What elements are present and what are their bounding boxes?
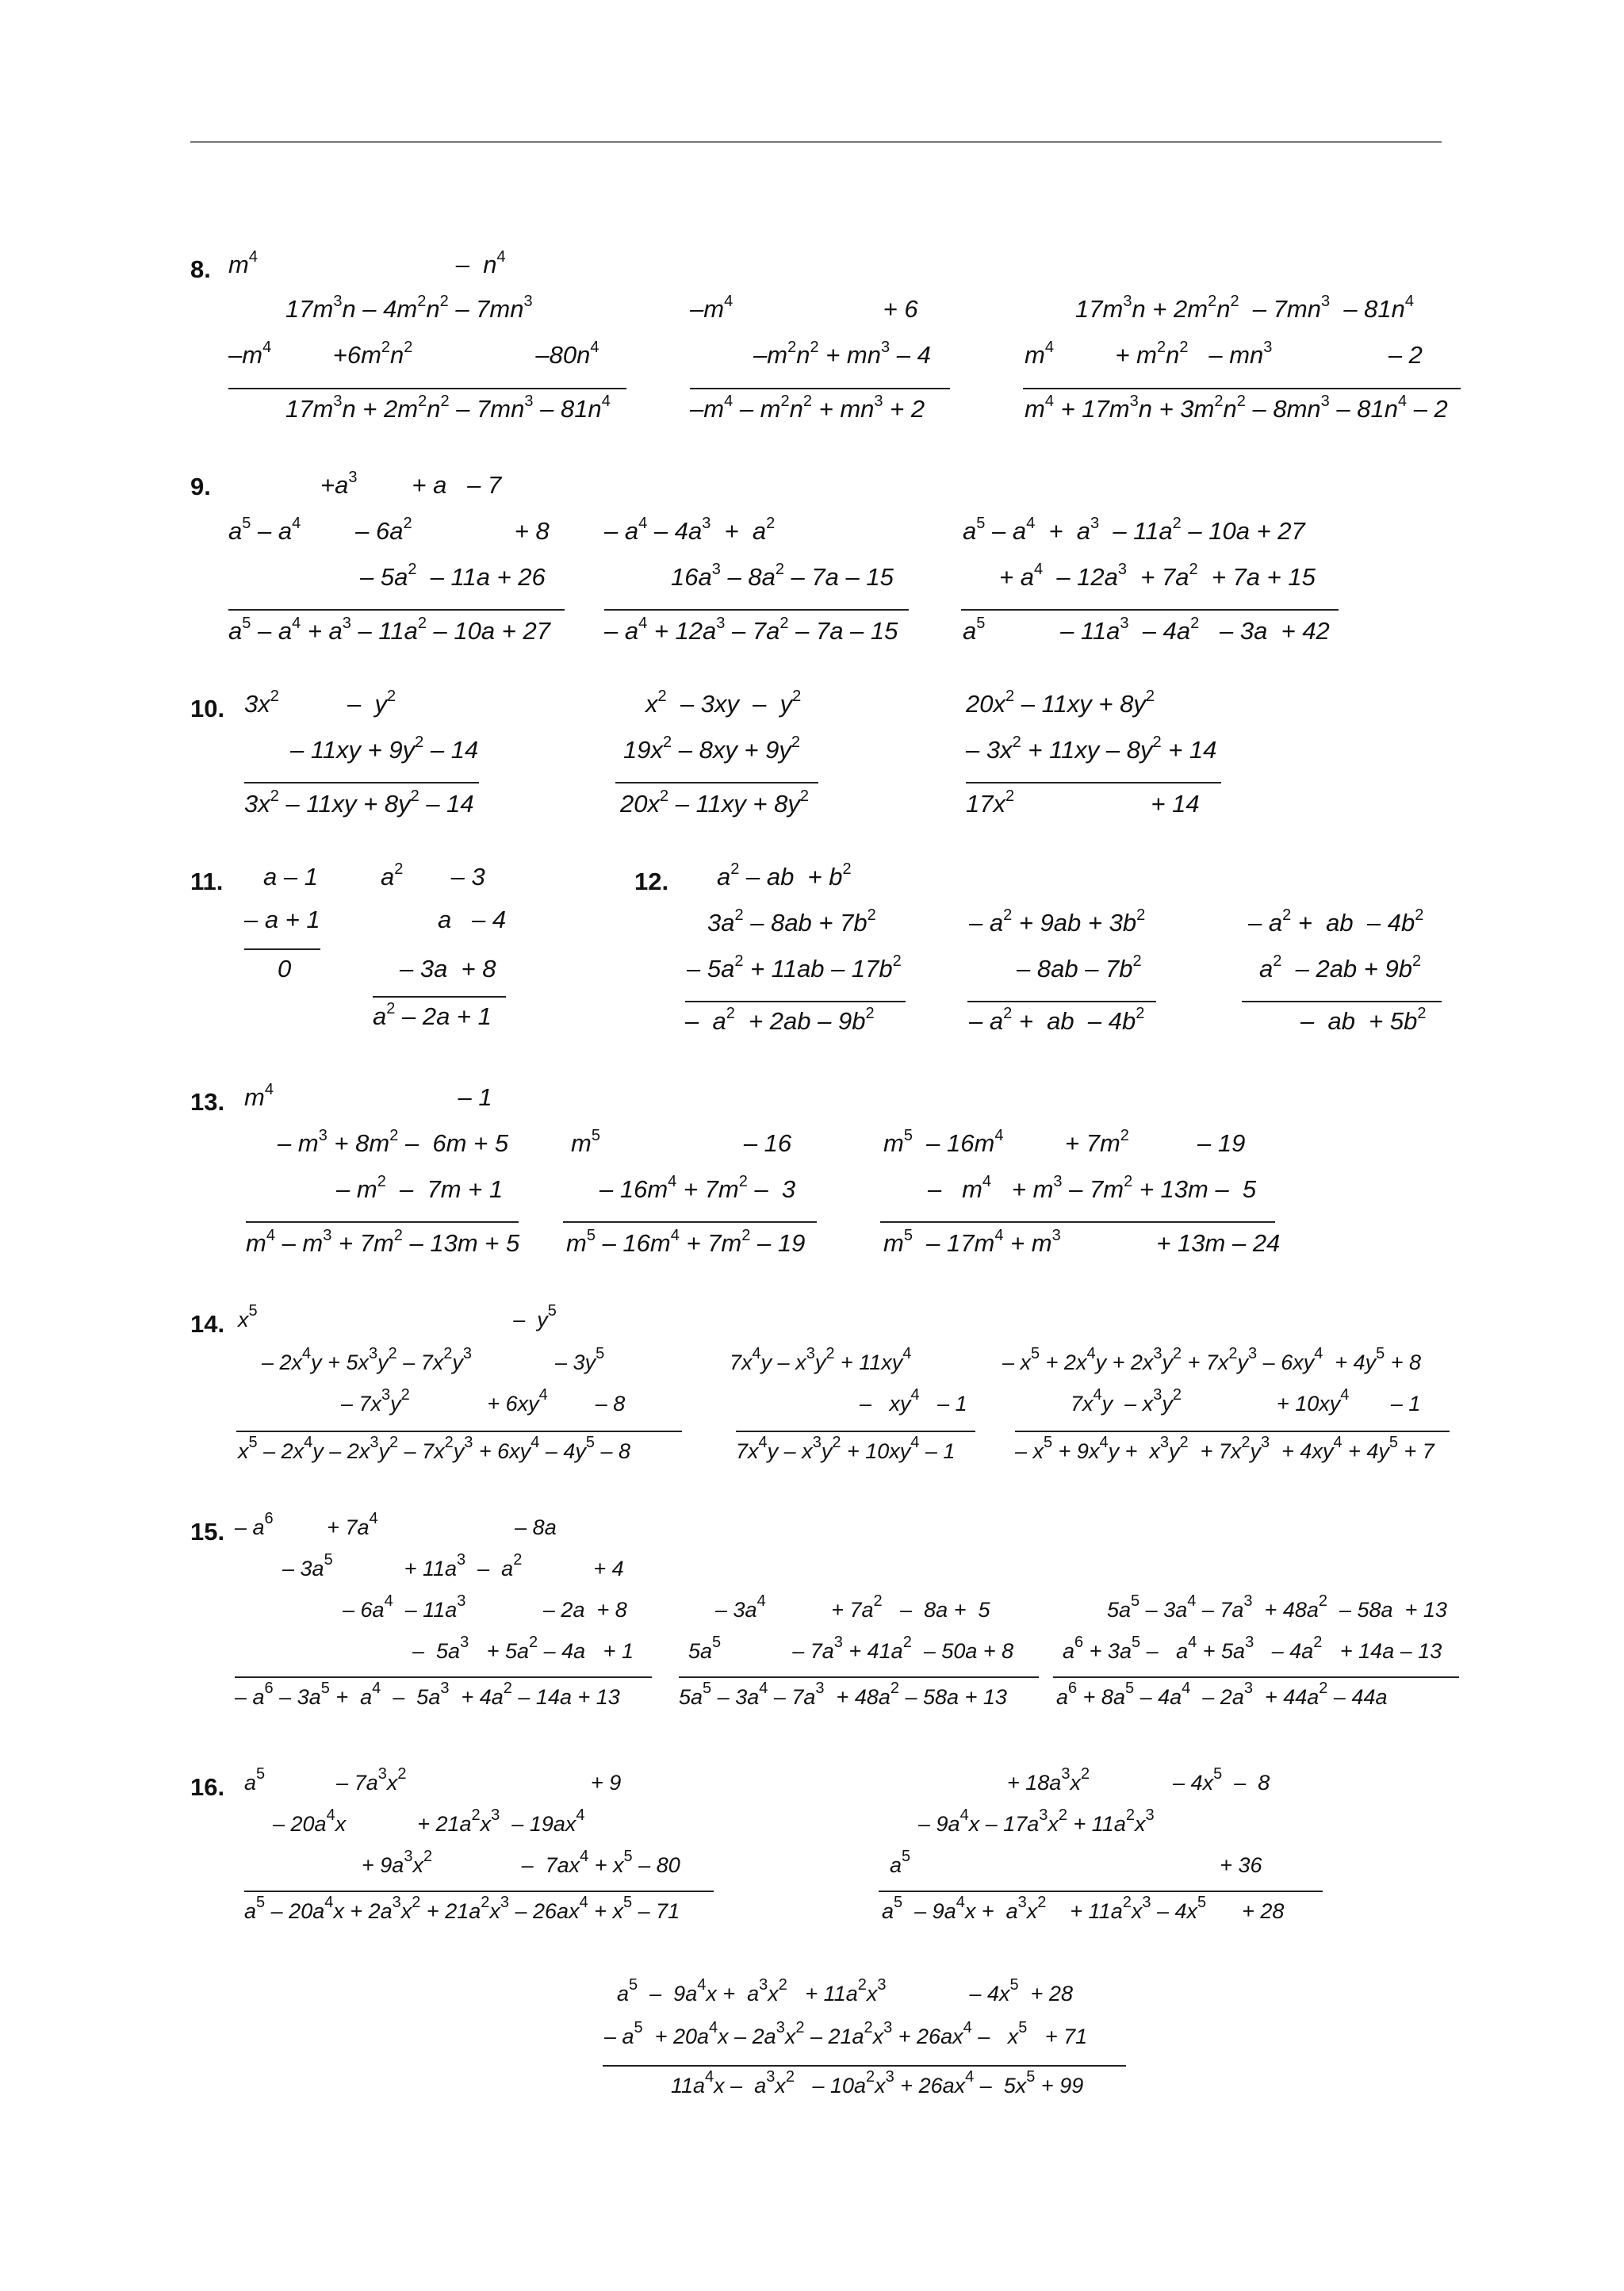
sum-rule xyxy=(1015,1431,1450,1432)
expr-16-4: $a^5 - 20a^4x + 2a^3x^2 + 21a^2x^3 - 26ax^4 + x^5 - 71$ xyxy=(244,1894,680,1923)
expr-8-5: $-m^4$ + 6 xyxy=(690,293,918,323)
expr-10-4: $x^2 - 3xy - y^2$ xyxy=(645,688,802,718)
expr-12-1: $a^2$ – ab + $b^2$ xyxy=(717,860,852,891)
expr-10-3: $3x^2 - 11xy + 8y^2 - 14$ xyxy=(244,787,474,818)
sum-rule xyxy=(236,1431,682,1432)
expr-9-7: – $a^4 + 12a^3 - 7a^2 - 7a - 15$ xyxy=(604,615,898,645)
expr-13-2: – $m^3 + 8m^2 - 6m + 5$ xyxy=(278,1127,509,1157)
expr-11-2: – a + 1 xyxy=(244,906,320,933)
problem-number-13: 13. xyxy=(190,1088,225,1116)
expr-14-3: – $7x^3y^2$ + $6xy^4$ – 8 xyxy=(341,1386,626,1416)
problem-number-11: 11. xyxy=(190,868,224,895)
expr-9-10: $a^5$ – $11a^3 - 4a^2 - 3a + 42$ xyxy=(963,615,1330,645)
expr-13-7: $m^5 - 16m^4 + 7m^2 - 19$ xyxy=(566,1227,806,1257)
sum-rule xyxy=(244,1891,714,1892)
expr-10-6: $20x^2 - 11xy + 8y^2$ xyxy=(620,787,809,818)
expr-9-2: $a^5 - a^4$ – $6a^2$ + 8 xyxy=(228,515,550,545)
expr-13-6: – $16m^4 + 7m^2 - 3$ xyxy=(599,1173,796,1203)
expr-15-5: – $a^6 - 3a^5 + a^4 - 5a^3 + 4a^2 - 14a + 13$ xyxy=(235,1680,620,1709)
problem-number-8: 8. xyxy=(190,255,211,283)
sum-rule xyxy=(1023,388,1461,389)
expr-14-2: – $2x^4y + 5x^3y^2 - 7x^2y^3$ – $3y^5$ xyxy=(262,1345,605,1374)
sum-rule xyxy=(690,388,950,389)
expr-16-5: + $18a^3x^2$ – $4x^5 - 8$ xyxy=(1007,1765,1270,1795)
expr-8-8: $17m^3n + 2m^2n^2 - 7mn^3 - 81n^4$ xyxy=(1075,293,1415,323)
sum-rule xyxy=(563,1221,817,1223)
expr-12-3: – $5a^2 + 11ab - 17b^2$ xyxy=(687,952,902,983)
expr-14-1: $x^5$ – $y^5$ xyxy=(238,1302,557,1331)
expr-8-9: $m^4$ + $m^2n^2 - mn^3$ – 2 xyxy=(1025,339,1423,369)
expr-12-8: – $a^2$ + ab – $4b^2$ xyxy=(1248,906,1424,937)
sum-rule xyxy=(228,388,626,389)
sum-rule xyxy=(244,782,479,783)
sum-rule xyxy=(1242,1001,1442,1002)
sum-rule xyxy=(880,1221,1275,1223)
sum-rule xyxy=(603,2065,1126,2067)
expr-14-9: $7x^4y - x^3y^2$ + $10xy^4$ – 1 xyxy=(1071,1386,1421,1416)
expr-9-8: $a^5 - a^4 + a^3 - 11a^2 - 10a + 27$ xyxy=(963,515,1305,545)
header-rule xyxy=(190,141,1442,143)
sum-rule xyxy=(685,1001,906,1002)
expr-14-6: – $xy^4 - 1$ xyxy=(860,1386,967,1416)
expr-12-6: – $8ab - 7b^2$ xyxy=(1017,952,1142,983)
expr-14-10: – $x^5 + 9x^4y + x^3y^2 + 7x^2y^3 + 4xy^4 + 4y^5 + 7$ xyxy=(1015,1434,1434,1463)
expr-11-1: a – 1 xyxy=(263,863,318,891)
expr-16-2: – $20a^4x$ + $21a^2x^3 - 19ax^4$ xyxy=(273,1806,585,1836)
sum-rule xyxy=(246,1221,519,1223)
expr-9-5: – $a^4 - 4a^3 + a^2$ xyxy=(604,515,776,545)
expr-9-4: $a^5 - a^4 + a^3 - 11a^2 - 10a + 27$ xyxy=(228,615,550,645)
expr-9-1: $+a^3$ + a – 7 xyxy=(320,469,502,499)
expr-8-4: $17m^3n + 2m^2n^2 - 7mn^3 - 81n^4$ xyxy=(285,393,611,423)
expr-10-5: $19x^2 - 8xy + 9y^2$ xyxy=(623,734,801,764)
problem-number-10: 10. xyxy=(190,695,225,722)
expr-13-8: $m^5 - 16m^4$ + $7m^2$ – 19 xyxy=(883,1127,1246,1157)
expr-11-7: $a^2 - 2a + 1$ xyxy=(373,1000,492,1030)
problem-number-16: 16. xyxy=(190,1773,225,1801)
expr-9-3: – $5a^2 - 11a + 26$ xyxy=(360,561,546,591)
expr-8-6: $-m^2n^2 + mn^3 - 4$ xyxy=(753,339,931,369)
sum-rule xyxy=(736,1431,975,1432)
expr-15-1: – $a^6$ + $7a^4$ – 8a xyxy=(235,1510,557,1539)
expr-16-6: – $9a^4x - 17a^3x^2 + 11a^2x^3$ xyxy=(918,1806,1155,1836)
expr-11-6: – 3a + 8 xyxy=(400,955,496,983)
expr-14-7: $7x^4y - x^3y^2 + 10xy^4 - 1$ xyxy=(736,1434,956,1463)
problem-number-12: 12. xyxy=(634,868,669,895)
sum-rule xyxy=(244,948,320,950)
expr-16-10: – $a^5 + 20a^4x - 2a^3x^2 - 21a^2x^3 + 26ax^4 - x^5 + 71$ xyxy=(604,2019,1088,2048)
expr-11-4: $a^2$ – 3 xyxy=(381,860,485,891)
expr-15-3: – $6a^4 - 11a^3$ – 2a + 8 xyxy=(343,1592,627,1622)
expr-11-5: a – 4 xyxy=(438,906,507,933)
sum-rule xyxy=(228,609,565,611)
expr-12-7: – $a^2$ + ab – $4b^2$ xyxy=(969,1005,1145,1035)
expr-11-3: 0 xyxy=(278,955,292,983)
expr-15-6: – $3a^4$ + $7a^2 - 8a + 5$ xyxy=(715,1592,990,1622)
expr-9-9: + $a^4 - 12a^3 + 7a^2 + 7a + 15$ xyxy=(999,561,1316,591)
sum-rule xyxy=(679,1676,1039,1678)
expr-16-7: $a^5$ + 36 xyxy=(890,1848,1262,1877)
expr-10-1: $3x^2$ – $y^2$ xyxy=(244,688,396,718)
sum-rule xyxy=(879,1891,1323,1892)
expr-15-9: $5a^5 - 3a^4 - 7a^3 + 48a^2 - 58a + 13$ xyxy=(1107,1592,1447,1622)
expr-12-5: – $a^2 + 9ab + 3b^2$ xyxy=(969,906,1146,937)
sum-rule xyxy=(961,609,1339,611)
expr-16-11: $11a^4x - a^3x^2 - 10a^2x^3 + 26ax^4 - 5x^5 + 99$ xyxy=(671,2068,1084,2098)
expr-12-10: – ab + $5b^2$ xyxy=(1300,1005,1427,1035)
expr-15-2: – $3a^5$ + $11a^3 - a^2$ + 4 xyxy=(282,1551,624,1580)
expr-12-4: – $a^2 + 2ab - 9b^2$ xyxy=(685,1005,875,1035)
sum-rule xyxy=(966,782,1221,783)
expr-15-4: – $5a^3 + 5a^2 - 4a + 1$ xyxy=(412,1634,634,1663)
expr-13-4: $m^4 - m^3 + 7m^2 - 13m + 5$ xyxy=(246,1227,520,1257)
expr-10-9: $17x^2$ + 14 xyxy=(966,787,1200,818)
expr-14-4: $x^5 - 2x^4y - 2x^3y^2 - 7x^2y^3 + 6xy^4 - 4y^5 - 8$ xyxy=(238,1434,631,1463)
sum-rule xyxy=(235,1676,652,1678)
expr-9-6: $16a^3 - 8a^2 - 7a - 15$ xyxy=(671,561,894,591)
expr-13-9: – $m^4 + m^3 - 7m^2 + 13m - 5$ xyxy=(928,1173,1257,1203)
expr-8-3: $-m^4$ $+6m^2n^2$ $-80n^4$ xyxy=(228,339,599,369)
expr-10-2: – $11xy + 9y^2 - 14$ xyxy=(290,734,479,764)
expr-16-3: + $9a^3x^2$ – $7ax^4 + x^5 - 80$ xyxy=(362,1848,680,1877)
expr-14-8: – $x^5 + 2x^4y + 2x^3y^2 + 7x^2y^3 - 6xy^4 + 4y^5 + 8$ xyxy=(1002,1345,1422,1374)
expr-8-7: $-m^4 - m^2n^2 + mn^3 + 2$ xyxy=(690,393,925,423)
sum-rule xyxy=(967,1001,1156,1002)
expr-14-5: $7x^4y - x^3y^2 + 11xy^4$ xyxy=(730,1345,912,1374)
expr-16-8: $a^5 - 9a^4x + a^3x^2$ + $11a^2x^3 - 4x^5$ + 28 xyxy=(882,1894,1285,1923)
expr-15-10: $a^6 + 3a^5 - a^4 + 5a^3 - 4a^2 + 14a - 13$ xyxy=(1063,1634,1442,1663)
sum-rule xyxy=(1053,1676,1459,1678)
sum-rule xyxy=(604,609,909,611)
expr-15-7: $5a^5$ – $7a^3 + 41a^2 - 50a + 8$ xyxy=(688,1634,1014,1663)
problem-number-14: 14. xyxy=(190,1310,225,1338)
expr-8-10: $m^4 + 17m^3n + 3m^2n^2 - 8mn^3 - 81n^4 - 2$ xyxy=(1025,393,1448,423)
sum-rule xyxy=(615,782,818,783)
problem-number-9: 9. xyxy=(190,473,211,500)
expr-15-11: $a^6 + 8a^5 - 4a^4 - 2a^3 + 44a^2 - 44a$ xyxy=(1056,1680,1388,1709)
expr-12-2: $3a^2 - 8ab + 7b^2$ xyxy=(707,906,876,937)
problem-number-15: 15. xyxy=(190,1518,225,1546)
expr-16-9: $a^5 - 9a^4x + a^3x^2 + 11a^2x^3$ – $4x^5 + 28$ xyxy=(617,1976,1073,2006)
expr-13-1: $m^4$ – 1 xyxy=(244,1081,492,1111)
expr-10-8: – $3x^2 + 11xy - 8y^2 + 14$ xyxy=(966,734,1217,764)
expr-8-1: $m^4$ – $n^4$ xyxy=(228,248,506,278)
expr-13-5: $m^5$ – 16 xyxy=(571,1127,792,1157)
expr-15-8: $5a^5 - 3a^4 - 7a^3 + 48a^2 - 58a + 13$ xyxy=(679,1680,1007,1709)
expr-16-1: $a^5$ – $7a^3x^2$ + 9 xyxy=(244,1765,622,1795)
expr-10-7: $20x^2 - 11xy + 8y^2$ xyxy=(966,688,1155,718)
expr-8-2: $17m^3n - 4m^2n^2 - 7mn^3$ xyxy=(285,293,533,323)
sum-rule xyxy=(373,996,506,998)
expr-13-3: – $m^2 - 7m + 1$ xyxy=(336,1173,504,1203)
expr-13-10: $m^5 - 17m^4 + m^3$ + 13m – 24 xyxy=(883,1227,1281,1257)
expr-12-9: $a^2 - 2ab + 9b^2$ xyxy=(1259,952,1422,983)
